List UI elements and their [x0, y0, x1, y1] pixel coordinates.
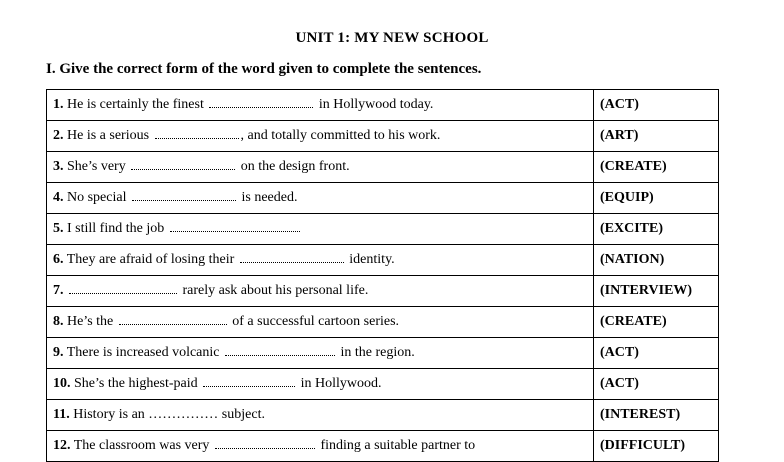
root-word: (EXCITE): [594, 214, 719, 245]
question-number: 5.: [53, 221, 64, 236]
question-cell: [47, 369, 594, 400]
root-word: (INTERVIEW): [594, 276, 719, 307]
table-row: [47, 152, 719, 183]
answer-blank[interactable]: [203, 378, 295, 387]
root-word: (NATION): [594, 245, 719, 276]
question-text-before: She’s very: [63, 159, 130, 174]
exercise-table: [46, 89, 719, 462]
root-word: (DIFFICULT): [594, 431, 719, 462]
root-word: (CREATE): [594, 152, 719, 183]
answer-blank[interactable]: [131, 161, 235, 170]
question-text-after: in the region.: [337, 345, 415, 360]
table-row: [47, 431, 719, 462]
question-text-before: I still find the job: [63, 221, 168, 236]
question-text-before: He is a serious: [63, 128, 153, 143]
question-number: 7.: [53, 283, 64, 298]
root-word: (ACT): [594, 369, 719, 400]
answer-blank[interactable]: [155, 130, 239, 139]
table-row: [47, 245, 719, 276]
exercise-instruction: I. Give the correct form of the word given to complete the sentences.: [46, 61, 482, 77]
question-number: 3.: [53, 159, 64, 174]
question-text-after: identity.: [345, 252, 395, 267]
question-text-before: He’s the: [63, 314, 117, 329]
answer-blank[interactable]: [119, 316, 227, 325]
question-number: 10.: [53, 376, 71, 391]
question-text-after: is needed.: [237, 190, 298, 205]
question-number: 12.: [53, 438, 71, 453]
question-number: 11.: [53, 407, 70, 422]
question-cell: [47, 121, 594, 152]
table-row: [47, 276, 719, 307]
question-text-after: in Hollywood today.: [315, 97, 434, 112]
answer-blank[interactable]: [170, 223, 300, 232]
question-cell: [47, 152, 594, 183]
question-number: 4.: [53, 190, 64, 205]
question-text-before: He is certainly the finest: [63, 97, 208, 112]
question-text-before: [64, 283, 68, 298]
question-number: 6.: [53, 252, 64, 267]
question-text-before: The classroom was very: [70, 438, 213, 453]
question-text-after: of a successful cartoon series.: [228, 314, 400, 329]
root-word: (ACT): [594, 338, 719, 369]
root-word: (CREATE): [594, 307, 719, 338]
question-cell: [47, 245, 594, 276]
answer-blank[interactable]: [215, 440, 315, 449]
answer-blank[interactable]: [225, 347, 335, 356]
root-word: (ACT): [594, 90, 719, 121]
question-text-before: She’s the highest-paid: [70, 376, 202, 391]
question-text-before: They are afraid of losing their: [63, 252, 238, 267]
page-title: UNIT 1: MY NEW SCHOOL: [295, 30, 489, 46]
answer-blank[interactable]: [209, 99, 313, 108]
question-text-after: on the design front.: [237, 159, 350, 174]
question-text-after: , and totally committed to his work.: [240, 128, 441, 143]
question-text-after: subject.: [218, 407, 265, 422]
answer-blank[interactable]: [69, 285, 177, 294]
question-text-before: There is increased volcanic: [63, 345, 224, 360]
question-cell: [47, 400, 594, 431]
table-row: [47, 338, 719, 369]
question-number: 2.: [53, 128, 64, 143]
table-row: [47, 369, 719, 400]
table-row: [47, 400, 719, 431]
question-cell: [47, 183, 594, 214]
table-row: [47, 214, 719, 245]
question-text-before: No special: [63, 190, 130, 205]
question-number: 9.: [53, 345, 64, 360]
question-number: 8.: [53, 314, 64, 329]
question-text-after: in Hollywood.: [297, 376, 382, 391]
table-row: [47, 121, 719, 152]
question-cell: [47, 338, 594, 369]
question-text-after: rarely ask about his personal life.: [179, 283, 369, 298]
answer-blank[interactable]: [132, 192, 236, 201]
root-word: (INTEREST): [594, 400, 719, 431]
root-word: (EQUIP): [594, 183, 719, 214]
table-row: [47, 307, 719, 338]
question-cell: [47, 307, 594, 338]
table-row: [47, 90, 719, 121]
question-cell: [47, 214, 594, 245]
question-cell: [47, 431, 594, 462]
answer-blank[interactable]: [240, 254, 344, 263]
root-word: (ART): [594, 121, 719, 152]
answer-blank[interactable]: ……………: [148, 407, 219, 422]
question-number: 1.: [53, 97, 64, 112]
question-text-before: History is an: [69, 407, 149, 422]
question-cell: [47, 90, 594, 121]
question-text-after: finding a suitable partner to: [316, 438, 476, 453]
table-row: [47, 183, 719, 214]
question-cell: [47, 276, 594, 307]
